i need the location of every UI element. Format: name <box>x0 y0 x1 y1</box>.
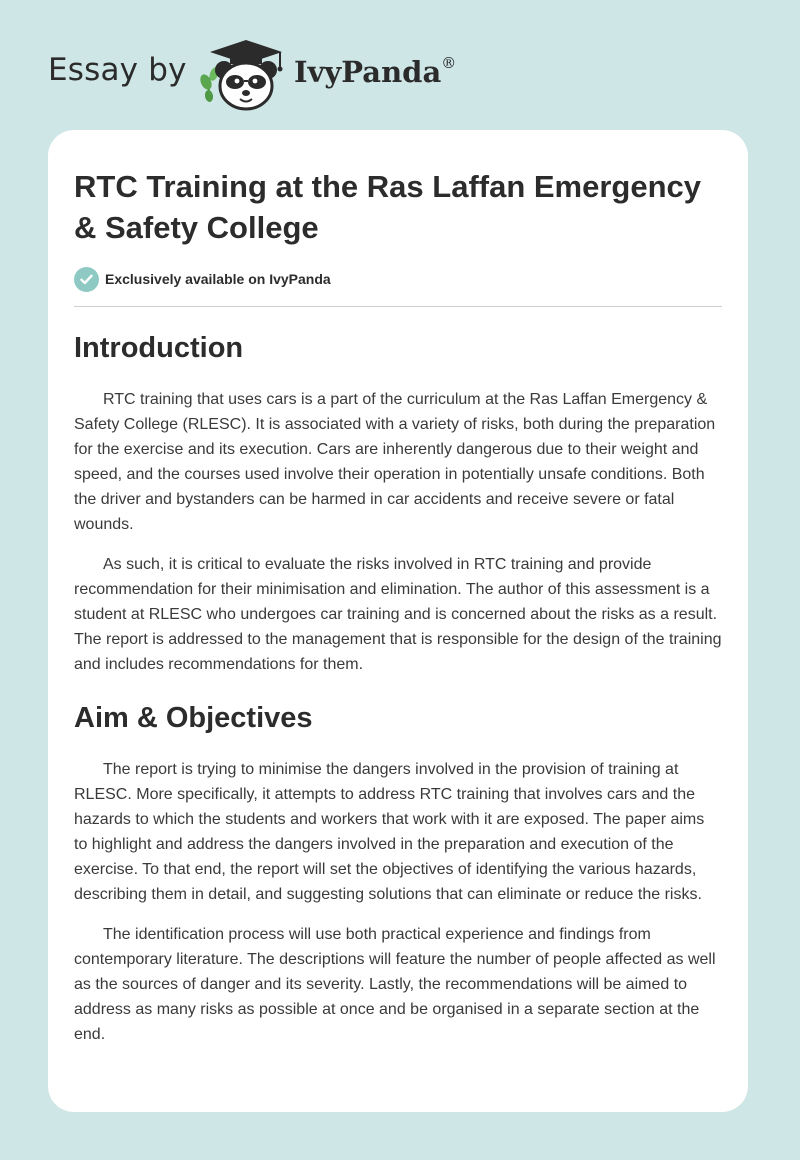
paragraph: The report is trying to minimise the dangers involved in the provision of training at RLESC. More specifically, it attempts to address RTC training that involves cars and the hazards to which the students and workers that work with it are exposed. The paper aims to highlight and address the dangers involved in the preparation and execution of the exercise. To that end, the report will set the objectives of identifying the various hazards, describing them in detail, and suggesting solutions that can eliminate or reduce the risks. <box>74 761 705 903</box>
section-heading: Introduction <box>74 332 244 364</box>
paragraph: The identification process will use both practical experience and findings from contemporary literature. The descriptions will feature the number of people affected as well as the sources of danger and its severity. Lastly, the recommendations will be aimed to address as many risks as possible at once and be organised in a separate section at the end. <box>74 926 716 1043</box>
divider <box>74 306 722 307</box>
panda-graduate-icon[interactable] <box>196 34 288 112</box>
essay-by-label: Essay by <box>48 52 187 88</box>
paragraph: RTC training that uses cars is a part of the curriculum at the Ras Laffan Emergency & Safety College (RLESC). It is associated with a variety of risks, both during the preparation for the exercise and its execution. Cars are inherently dangerous due to their weight and speed, and the courses used involve their operation in potentially unsafe conditions. Both the driver and bystanders can be harmed in car accidents and receive severe or fatal wounds. <box>74 391 716 533</box>
exclusive-badge <box>74 266 722 292</box>
section-aim-objectives <box>74 701 722 1047</box>
essay-card <box>48 130 748 1112</box>
site-header <box>0 0 800 120</box>
registered-mark: ® <box>441 54 457 72</box>
paragraph: As such, it is critical to evaluate the risks involved in RTC training and provide recommendation for their minimisation and elimination. The author of this assessment is a student at RLESC who undergoes car training and is concerned about the risks as a result. The report is addressed to the management that is responsible for the design of the training and includes recommendations for them. <box>74 556 722 673</box>
check-icon <box>74 267 99 292</box>
brand-name[interactable]: IvyPanda® <box>294 54 457 89</box>
section-introduction <box>74 331 722 677</box>
section-heading: Aim & Objectives <box>74 702 313 734</box>
page-title: RTC Training at the Ras Laffan Emergency & Safety College <box>74 169 702 245</box>
exclusive-label: Exclusively available on IvyPanda <box>105 271 331 287</box>
